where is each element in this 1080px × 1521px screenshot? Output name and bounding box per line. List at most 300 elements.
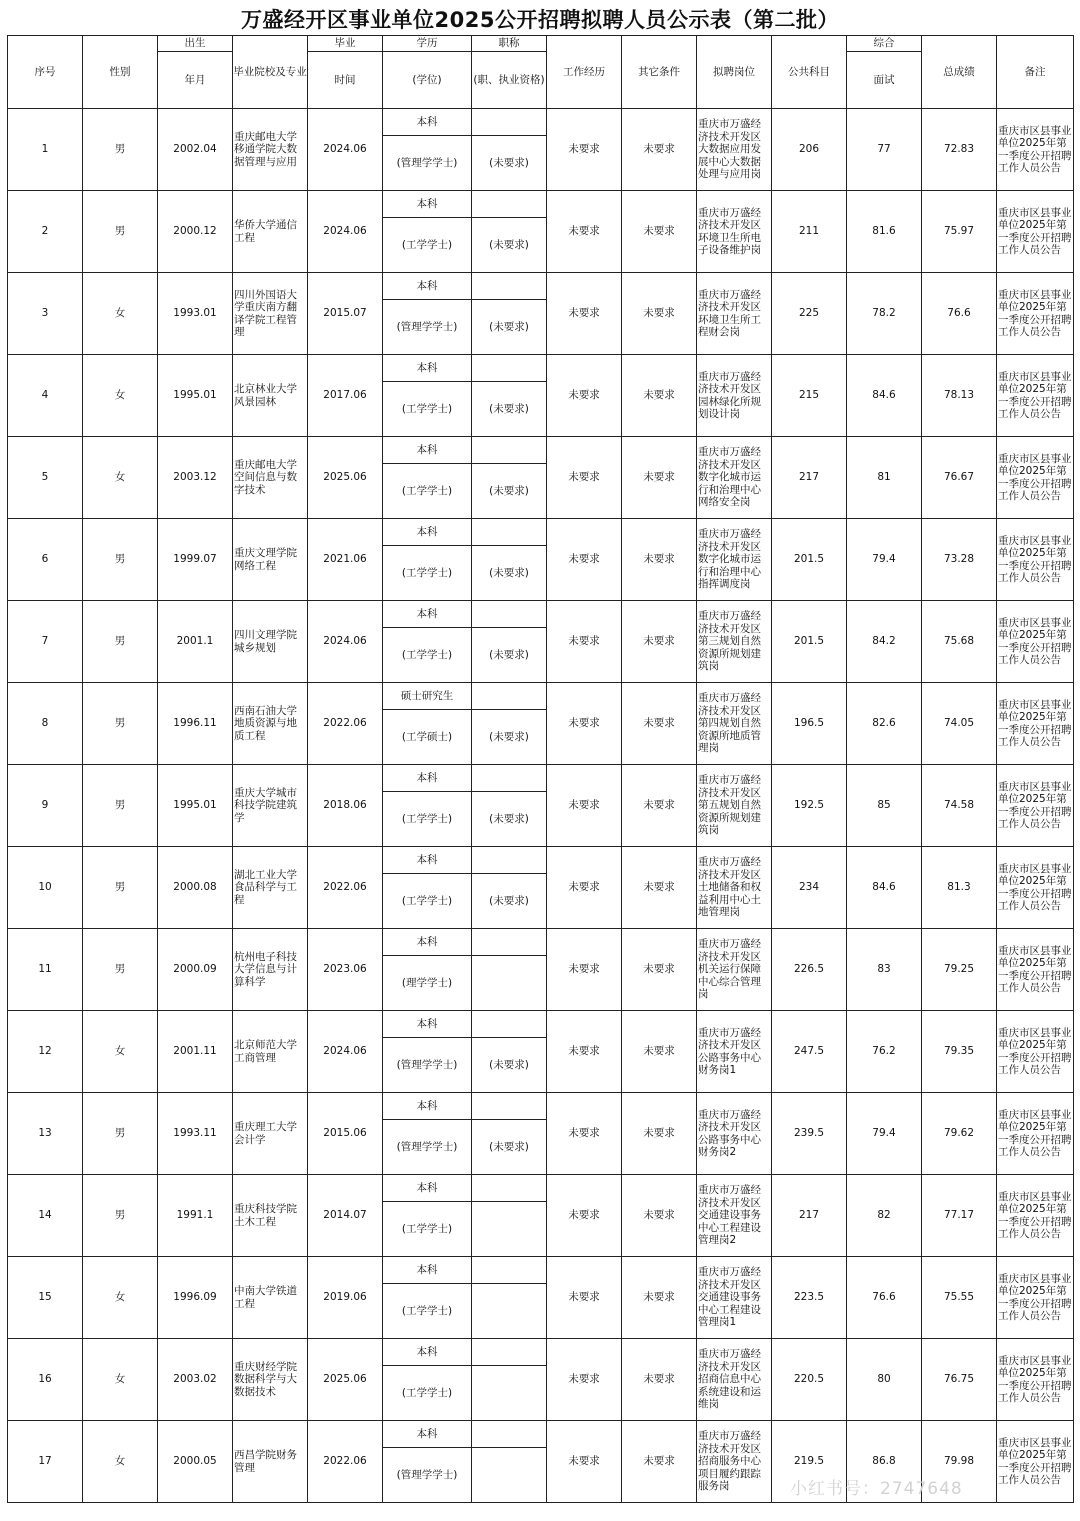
seq-cell: 2 bbox=[8, 191, 83, 273]
grad-cell: 2018.06 bbox=[308, 765, 383, 847]
qual-cell: (未要求) bbox=[472, 382, 547, 437]
grad-cell: 2024.06 bbox=[308, 601, 383, 683]
post-cell: 重庆市万盛经济技术开发区招商信息中心系统建设和运维岗 bbox=[697, 1339, 772, 1421]
qual-cell bbox=[472, 1366, 547, 1421]
qual-top-cell bbox=[472, 273, 547, 300]
gender-cell: 女 bbox=[83, 1011, 158, 1093]
seq-cell: 17 bbox=[8, 1421, 83, 1503]
edu-cell: 硕士研究生 bbox=[383, 683, 472, 710]
seq-cell: 16 bbox=[8, 1339, 83, 1421]
total-cell: 76.75 bbox=[922, 1339, 997, 1421]
note-cell: 重庆市区县事业单位2025年第一季度公开招聘工作人员公告 bbox=[997, 929, 1074, 1011]
header-title-bottom: (职、执业资格) bbox=[472, 52, 547, 109]
seq-cell: 4 bbox=[8, 355, 83, 437]
header-edu-top: 学历 bbox=[383, 36, 472, 52]
birth-cell: 2001.1 bbox=[158, 601, 233, 683]
exam-cell: 220.5 bbox=[772, 1339, 847, 1421]
exam-cell: 192.5 bbox=[772, 765, 847, 847]
interview-cell: 86.8 bbox=[847, 1421, 922, 1503]
exam-cell: 217 bbox=[772, 1175, 847, 1257]
work-cell: 未要求 bbox=[547, 1093, 622, 1175]
page-title: 万盛经开区事业单位2025公开招聘拟聘人员公示表（第二批） bbox=[241, 8, 839, 32]
total-cell: 74.58 bbox=[922, 765, 997, 847]
qual-cell bbox=[472, 956, 547, 1011]
total-cell: 79.25 bbox=[922, 929, 997, 1011]
other-cell: 未要求 bbox=[622, 765, 697, 847]
header-school: 毕业院校及专业 bbox=[233, 36, 308, 109]
grad-cell: 2022.06 bbox=[308, 1421, 383, 1503]
birth-cell: 1995.01 bbox=[158, 765, 233, 847]
edu-cell: 本科 bbox=[383, 601, 472, 628]
table-row bbox=[8, 437, 1074, 464]
post-cell: 重庆市万盛经济技术开发区环境卫生所电子设备维护岗 bbox=[697, 191, 772, 273]
other-cell: 未要求 bbox=[622, 601, 697, 683]
note-cell: 重庆市区县事业单位2025年第一季度公开招聘工作人员公告 bbox=[997, 519, 1074, 601]
table-row bbox=[8, 1339, 1074, 1366]
table-row bbox=[8, 191, 1074, 218]
header-comp-top: 综合 bbox=[847, 36, 922, 52]
other-cell: 未要求 bbox=[622, 1175, 697, 1257]
note-cell: 重庆市区县事业单位2025年第一季度公开招聘工作人员公告 bbox=[997, 1011, 1074, 1093]
qual-cell bbox=[472, 1448, 547, 1503]
qual-top-cell bbox=[472, 1093, 547, 1120]
qual-cell bbox=[472, 1284, 547, 1339]
grad-cell: 2024.06 bbox=[308, 191, 383, 273]
exam-cell: 219.5 bbox=[772, 1421, 847, 1503]
other-cell: 未要求 bbox=[622, 519, 697, 601]
school-cell: 华侨大学通信工程 bbox=[233, 191, 308, 273]
exam-cell: 211 bbox=[772, 191, 847, 273]
birth-cell: 2000.05 bbox=[158, 1421, 233, 1503]
note-cell: 重庆市区县事业单位2025年第一季度公开招聘工作人员公告 bbox=[997, 847, 1074, 929]
edu-cell: 本科 bbox=[383, 847, 472, 874]
gender-cell: 男 bbox=[83, 765, 158, 847]
total-cell: 76.6 bbox=[922, 273, 997, 355]
interview-cell: 84.6 bbox=[847, 847, 922, 929]
work-cell: 未要求 bbox=[547, 109, 622, 191]
degree-cell: (工学学士) bbox=[383, 1202, 472, 1257]
work-cell: 未要求 bbox=[547, 929, 622, 1011]
work-cell: 未要求 bbox=[547, 273, 622, 355]
table-row bbox=[8, 683, 1074, 710]
grad-cell: 2025.06 bbox=[308, 1339, 383, 1421]
post-cell: 重庆市万盛经济技术开发区交通建设事务中心工程建设管理岗2 bbox=[697, 1175, 772, 1257]
school-cell: 四川外国语大学重庆南方翻译学院工程管理 bbox=[233, 273, 308, 355]
edu-cell: 本科 bbox=[383, 109, 472, 136]
degree-cell: (工学学士) bbox=[383, 1366, 472, 1421]
total-cell: 75.97 bbox=[922, 191, 997, 273]
seq-cell: 7 bbox=[8, 601, 83, 683]
other-cell: 未要求 bbox=[622, 437, 697, 519]
post-cell: 重庆市万盛经济技术开发区机关运行保障中心综合管理岗 bbox=[697, 929, 772, 1011]
header-comp-bottom: 面试 bbox=[847, 52, 922, 109]
degree-cell: (工学学士) bbox=[383, 464, 472, 519]
seq-cell: 12 bbox=[8, 1011, 83, 1093]
edu-cell: 本科 bbox=[383, 1011, 472, 1038]
qual-cell: (未要求) bbox=[472, 628, 547, 683]
qual-cell: (未要求) bbox=[472, 218, 547, 273]
note-cell: 重庆市区县事业单位2025年第一季度公开招聘工作人员公告 bbox=[997, 355, 1074, 437]
post-cell: 重庆市万盛经济技术开发区数字化城市运行和治理中心指挥调度岗 bbox=[697, 519, 772, 601]
birth-cell: 1996.09 bbox=[158, 1257, 233, 1339]
school-cell: 重庆邮电大学空间信息与数字技术 bbox=[233, 437, 308, 519]
qual-top-cell bbox=[472, 601, 547, 628]
exam-cell: 201.5 bbox=[772, 601, 847, 683]
note-cell: 重庆市区县事业单位2025年第一季度公开招聘工作人员公告 bbox=[997, 683, 1074, 765]
exam-cell: 201.5 bbox=[772, 519, 847, 601]
note-cell: 重庆市区县事业单位2025年第一季度公开招聘工作人员公告 bbox=[997, 1093, 1074, 1175]
qual-top-cell bbox=[472, 765, 547, 792]
school-cell: 杭州电子科技大学信息与计算科学 bbox=[233, 929, 308, 1011]
qual-cell: (未要求) bbox=[472, 874, 547, 929]
birth-cell: 1996.11 bbox=[158, 683, 233, 765]
other-cell: 未要求 bbox=[622, 1339, 697, 1421]
interview-cell: 84.2 bbox=[847, 601, 922, 683]
grad-cell: 2024.06 bbox=[308, 1011, 383, 1093]
qual-top-cell bbox=[472, 1257, 547, 1284]
gender-cell: 女 bbox=[83, 273, 158, 355]
interview-cell: 85 bbox=[847, 765, 922, 847]
header-birth-bottom: 年月 bbox=[158, 52, 233, 109]
grad-cell: 2025.06 bbox=[308, 437, 383, 519]
table-row bbox=[8, 601, 1074, 628]
header-other: 其它条件 bbox=[622, 36, 697, 109]
grad-cell: 2017.06 bbox=[308, 355, 383, 437]
qual-cell: (未要求) bbox=[472, 464, 547, 519]
post-cell: 重庆市万盛经济技术开发区土地储备和权益利用中心土地管理岗 bbox=[697, 847, 772, 929]
gender-cell: 女 bbox=[83, 1421, 158, 1503]
gender-cell: 男 bbox=[83, 847, 158, 929]
qual-top-cell bbox=[472, 437, 547, 464]
total-cell: 81.3 bbox=[922, 847, 997, 929]
edu-cell: 本科 bbox=[383, 1421, 472, 1448]
birth-cell: 2003.12 bbox=[158, 437, 233, 519]
total-cell: 75.68 bbox=[922, 601, 997, 683]
header-row-top bbox=[8, 36, 1074, 52]
degree-cell: (工学学士) bbox=[383, 546, 472, 601]
table-body bbox=[8, 36, 1074, 1503]
note-cell: 重庆市区县事业单位2025年第一季度公开招聘工作人员公告 bbox=[997, 1339, 1074, 1421]
total-cell: 79.62 bbox=[922, 1093, 997, 1175]
post-cell: 重庆市万盛经济技术开发区第三规划自然资源所规划建筑岗 bbox=[697, 601, 772, 683]
exam-cell: 234 bbox=[772, 847, 847, 929]
grad-cell: 2023.06 bbox=[308, 929, 383, 1011]
edu-cell: 本科 bbox=[383, 273, 472, 300]
exam-cell: 247.5 bbox=[772, 1011, 847, 1093]
post-cell: 重庆市万盛经济技术开发区环境卫生所工程财会岗 bbox=[697, 273, 772, 355]
interview-cell: 77 bbox=[847, 109, 922, 191]
other-cell: 未要求 bbox=[622, 191, 697, 273]
qual-top-cell bbox=[472, 683, 547, 710]
interview-cell: 81.6 bbox=[847, 191, 922, 273]
school-cell: 重庆邮电大学移通学院大数据管理与应用 bbox=[233, 109, 308, 191]
degree-cell: (管理学学士) bbox=[383, 1120, 472, 1175]
edu-cell: 本科 bbox=[383, 191, 472, 218]
seq-cell: 13 bbox=[8, 1093, 83, 1175]
qual-cell bbox=[472, 1202, 547, 1257]
gender-cell: 女 bbox=[83, 1339, 158, 1421]
qual-top-cell bbox=[472, 847, 547, 874]
note-cell: 重庆市区县事业单位2025年第一季度公开招聘工作人员公告 bbox=[997, 191, 1074, 273]
exam-cell: 215 bbox=[772, 355, 847, 437]
exam-cell: 226.5 bbox=[772, 929, 847, 1011]
edu-cell: 本科 bbox=[383, 519, 472, 546]
qual-cell: (未要求) bbox=[472, 546, 547, 601]
header-seq: 序号 bbox=[8, 36, 83, 109]
degree-cell: (管理学学士) bbox=[383, 1038, 472, 1093]
post-cell: 重庆市万盛经济技术开发区数字化城市运行和治理中心网络安全岗 bbox=[697, 437, 772, 519]
degree-cell: (工学学士) bbox=[383, 792, 472, 847]
note-cell: 重庆市区县事业单位2025年第一季度公开招聘工作人员公告 bbox=[997, 1175, 1074, 1257]
total-cell: 79.98 bbox=[922, 1421, 997, 1503]
total-cell: 73.28 bbox=[922, 519, 997, 601]
gender-cell: 男 bbox=[83, 1175, 158, 1257]
work-cell: 未要求 bbox=[547, 519, 622, 601]
header-gender: 性别 bbox=[83, 36, 158, 109]
school-cell: 西昌学院财务管理 bbox=[233, 1421, 308, 1503]
grad-cell: 2022.06 bbox=[308, 847, 383, 929]
grad-cell: 2015.07 bbox=[308, 273, 383, 355]
school-cell: 中南大学铁道工程 bbox=[233, 1257, 308, 1339]
other-cell: 未要求 bbox=[622, 1011, 697, 1093]
qual-top-cell bbox=[472, 929, 547, 956]
edu-cell: 本科 bbox=[383, 1175, 472, 1202]
work-cell: 未要求 bbox=[547, 1011, 622, 1093]
qual-cell: (未要求) bbox=[472, 792, 547, 847]
header-grad-bottom: 时间 bbox=[308, 52, 383, 109]
grad-cell: 2021.06 bbox=[308, 519, 383, 601]
edu-cell: 本科 bbox=[383, 1257, 472, 1284]
birth-cell: 2003.02 bbox=[158, 1339, 233, 1421]
exam-cell: 206 bbox=[772, 109, 847, 191]
table-row bbox=[8, 519, 1074, 546]
recruitment-table bbox=[7, 35, 1074, 1503]
edu-cell: 本科 bbox=[383, 929, 472, 956]
seq-cell: 15 bbox=[8, 1257, 83, 1339]
interview-cell: 76.2 bbox=[847, 1011, 922, 1093]
gender-cell: 男 bbox=[83, 683, 158, 765]
grad-cell: 2015.06 bbox=[308, 1093, 383, 1175]
school-cell: 北京师范大学工商管理 bbox=[233, 1011, 308, 1093]
degree-cell: (工学学士) bbox=[383, 218, 472, 273]
total-cell: 78.13 bbox=[922, 355, 997, 437]
school-cell: 西南石油大学地质资源与地质工程 bbox=[233, 683, 308, 765]
work-cell: 未要求 bbox=[547, 847, 622, 929]
other-cell: 未要求 bbox=[622, 273, 697, 355]
gender-cell: 男 bbox=[83, 191, 158, 273]
qual-cell: (未要求) bbox=[472, 1120, 547, 1175]
degree-cell: (工学学士) bbox=[383, 382, 472, 437]
interview-cell: 81 bbox=[847, 437, 922, 519]
work-cell: 未要求 bbox=[547, 437, 622, 519]
total-cell: 77.17 bbox=[922, 1175, 997, 1257]
post-cell: 重庆市万盛经济技术开发区第四规划自然资源所地质管理岗 bbox=[697, 683, 772, 765]
qual-top-cell bbox=[472, 1339, 547, 1366]
grad-cell: 2022.06 bbox=[308, 683, 383, 765]
gender-cell: 男 bbox=[83, 109, 158, 191]
other-cell: 未要求 bbox=[622, 1421, 697, 1503]
header-row-bottom bbox=[8, 52, 1074, 109]
other-cell: 未要求 bbox=[622, 109, 697, 191]
note-cell: 重庆市区县事业单位2025年第一季度公开招聘工作人员公告 bbox=[997, 273, 1074, 355]
header-work: 工作经历 bbox=[547, 36, 622, 109]
school-cell: 重庆理工大学会计学 bbox=[233, 1093, 308, 1175]
seq-cell: 11 bbox=[8, 929, 83, 1011]
other-cell: 未要求 bbox=[622, 847, 697, 929]
birth-cell: 1999.07 bbox=[158, 519, 233, 601]
table-row bbox=[8, 273, 1074, 300]
school-cell: 重庆大学城市科技学院建筑学 bbox=[233, 765, 308, 847]
work-cell: 未要求 bbox=[547, 1339, 622, 1421]
total-cell: 72.83 bbox=[922, 109, 997, 191]
edu-cell: 本科 bbox=[383, 355, 472, 382]
header-title-top: 职称 bbox=[472, 36, 547, 52]
interview-cell: 76.6 bbox=[847, 1257, 922, 1339]
header-grad-top: 毕业 bbox=[308, 36, 383, 52]
seq-cell: 14 bbox=[8, 1175, 83, 1257]
qual-top-cell bbox=[472, 191, 547, 218]
exam-cell: 225 bbox=[772, 273, 847, 355]
table-row bbox=[8, 1421, 1074, 1448]
qual-top-cell bbox=[472, 109, 547, 136]
total-cell: 76.67 bbox=[922, 437, 997, 519]
school-cell: 湖北工业大学食品科学与工程 bbox=[233, 847, 308, 929]
note-cell: 重庆市区县事业单位2025年第一季度公开招聘工作人员公告 bbox=[997, 765, 1074, 847]
school-cell: 北京林业大学风景园林 bbox=[233, 355, 308, 437]
grad-cell: 2024.06 bbox=[308, 109, 383, 191]
header-note: 备注 bbox=[997, 36, 1074, 109]
school-cell: 重庆文理学院网络工程 bbox=[233, 519, 308, 601]
qual-top-cell bbox=[472, 519, 547, 546]
gender-cell: 男 bbox=[83, 929, 158, 1011]
degree-cell: (管理学学士) bbox=[383, 136, 472, 191]
interview-cell: 80 bbox=[847, 1339, 922, 1421]
other-cell: 未要求 bbox=[622, 1257, 697, 1339]
exam-cell: 217 bbox=[772, 437, 847, 519]
header-edu-bottom: (学位) bbox=[383, 52, 472, 109]
edu-cell: 本科 bbox=[383, 437, 472, 464]
seq-cell: 9 bbox=[8, 765, 83, 847]
interview-cell: 83 bbox=[847, 929, 922, 1011]
table-row bbox=[8, 765, 1074, 792]
seq-cell: 5 bbox=[8, 437, 83, 519]
post-cell: 重庆市万盛经济技术开发区公路事务中心财务岗2 bbox=[697, 1093, 772, 1175]
interview-cell: 84.6 bbox=[847, 355, 922, 437]
table-row bbox=[8, 1175, 1074, 1202]
note-cell: 重庆市区县事业单位2025年第一季度公开招聘工作人员公告 bbox=[997, 1421, 1074, 1503]
note-cell: 重庆市区县事业单位2025年第一季度公开招聘工作人员公告 bbox=[997, 601, 1074, 683]
birth-cell: 1993.01 bbox=[158, 273, 233, 355]
other-cell: 未要求 bbox=[622, 683, 697, 765]
birth-cell: 2001.11 bbox=[158, 1011, 233, 1093]
interview-cell: 82 bbox=[847, 1175, 922, 1257]
gender-cell: 女 bbox=[83, 437, 158, 519]
post-cell: 重庆市万盛经济技术开发区园林绿化所规划设计岗 bbox=[697, 355, 772, 437]
work-cell: 未要求 bbox=[547, 191, 622, 273]
work-cell: 未要求 bbox=[547, 355, 622, 437]
table-row bbox=[8, 847, 1074, 874]
grad-cell: 2014.07 bbox=[308, 1175, 383, 1257]
school-cell: 重庆财经学院数据科学与大数据技术 bbox=[233, 1339, 308, 1421]
school-cell: 重庆科技学院土木工程 bbox=[233, 1175, 308, 1257]
table-row bbox=[8, 1257, 1074, 1284]
exam-cell: 196.5 bbox=[772, 683, 847, 765]
degree-cell: (工学硕士) bbox=[383, 710, 472, 765]
work-cell: 未要求 bbox=[547, 1175, 622, 1257]
gender-cell: 女 bbox=[83, 1257, 158, 1339]
note-cell: 重庆市区县事业单位2025年第一季度公开招聘工作人员公告 bbox=[997, 1257, 1074, 1339]
degree-cell: (工学学士) bbox=[383, 874, 472, 929]
watermark-text: 小红书号：2747648 bbox=[790, 1479, 963, 1499]
header-exam: 公共科目 bbox=[772, 36, 847, 109]
post-cell: 重庆市万盛经济技术开发区交通建设事务中心工程建设管理岗1 bbox=[697, 1257, 772, 1339]
table-row bbox=[8, 1093, 1074, 1120]
qual-top-cell bbox=[472, 1421, 547, 1448]
header-post: 拟聘岗位 bbox=[697, 36, 772, 109]
school-cell: 四川文理学院城乡规划 bbox=[233, 601, 308, 683]
birth-cell: 2000.09 bbox=[158, 929, 233, 1011]
qual-cell: (未要求) bbox=[472, 136, 547, 191]
post-cell: 重庆市万盛经济技术开发区大数据应用发展中心大数据处理与应用岗 bbox=[697, 109, 772, 191]
interview-cell: 79.4 bbox=[847, 519, 922, 601]
header-total: 总成绩 bbox=[922, 36, 997, 109]
qual-cell: (未要求) bbox=[472, 710, 547, 765]
seq-cell: 3 bbox=[8, 273, 83, 355]
other-cell: 未要求 bbox=[622, 355, 697, 437]
gender-cell: 女 bbox=[83, 355, 158, 437]
gender-cell: 男 bbox=[83, 519, 158, 601]
birth-cell: 2002.04 bbox=[158, 109, 233, 191]
birth-cell: 2000.12 bbox=[158, 191, 233, 273]
qual-top-cell bbox=[472, 1011, 547, 1038]
exam-cell: 239.5 bbox=[772, 1093, 847, 1175]
degree-cell: (理学学士) bbox=[383, 956, 472, 1011]
birth-cell: 1993.11 bbox=[158, 1093, 233, 1175]
work-cell: 未要求 bbox=[547, 1257, 622, 1339]
header-birth-top: 出生 bbox=[158, 36, 233, 52]
table-row bbox=[8, 355, 1074, 382]
birth-cell: 1995.01 bbox=[158, 355, 233, 437]
other-cell: 未要求 bbox=[622, 929, 697, 1011]
other-cell: 未要求 bbox=[622, 1093, 697, 1175]
seq-cell: 8 bbox=[8, 683, 83, 765]
work-cell: 未要求 bbox=[547, 765, 622, 847]
edu-cell: 本科 bbox=[383, 1339, 472, 1366]
qual-cell: (未要求) bbox=[472, 300, 547, 355]
degree-cell: (管理学学士) bbox=[383, 1448, 472, 1503]
post-cell: 重庆市万盛经济技术开发区公路事务中心财务岗1 bbox=[697, 1011, 772, 1093]
seq-cell: 1 bbox=[8, 109, 83, 191]
post-cell: 重庆市万盛经济技术开发区招商服务中心项目履约跟踪服务岗 bbox=[697, 1421, 772, 1503]
total-cell: 74.05 bbox=[922, 683, 997, 765]
gender-cell: 男 bbox=[83, 601, 158, 683]
seq-cell: 6 bbox=[8, 519, 83, 601]
interview-cell: 79.4 bbox=[847, 1093, 922, 1175]
degree-cell: (工学学士) bbox=[383, 628, 472, 683]
total-cell: 75.55 bbox=[922, 1257, 997, 1339]
table-row bbox=[8, 1011, 1074, 1038]
exam-cell: 223.5 bbox=[772, 1257, 847, 1339]
work-cell: 未要求 bbox=[547, 683, 622, 765]
table-row bbox=[8, 929, 1074, 956]
edu-cell: 本科 bbox=[383, 1093, 472, 1120]
degree-cell: (管理学学士) bbox=[383, 300, 472, 355]
work-cell: 未要求 bbox=[547, 601, 622, 683]
work-cell: 未要求 bbox=[547, 1421, 622, 1503]
edu-cell: 本科 bbox=[383, 765, 472, 792]
qual-top-cell bbox=[472, 355, 547, 382]
gender-cell: 男 bbox=[83, 1093, 158, 1175]
